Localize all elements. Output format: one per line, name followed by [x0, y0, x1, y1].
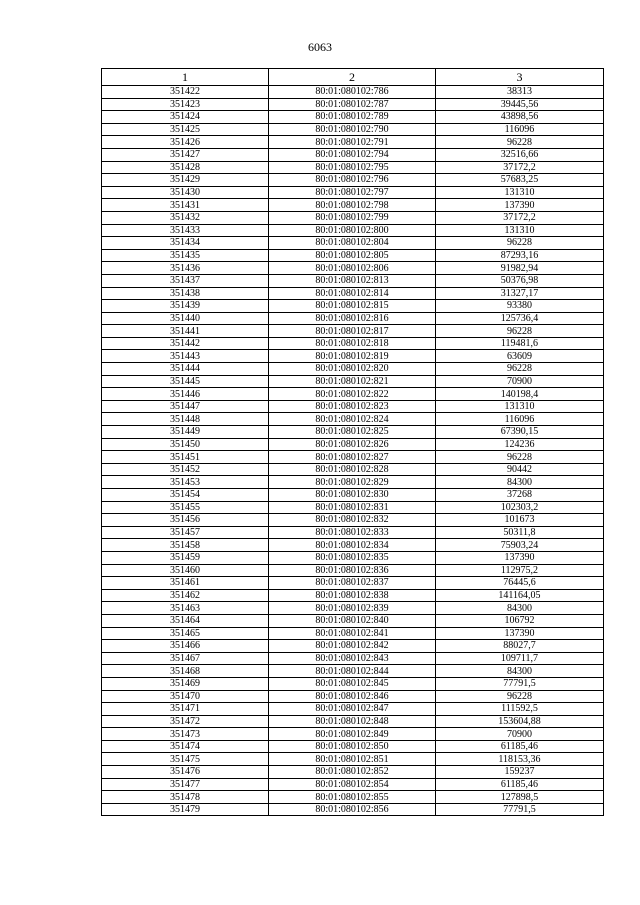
record-number-cell: 351435: [102, 249, 269, 262]
table-row: [102, 375, 604, 388]
cadastral-number-cell: 80:01:080102:852: [269, 766, 436, 779]
value-cell: 37172,2: [436, 211, 604, 224]
value-cell: 38313: [436, 86, 604, 99]
record-number-cell: 351428: [102, 161, 269, 174]
value-cell: 153604,88: [436, 715, 604, 728]
cadastral-number-cell: 80:01:080102:815: [269, 300, 436, 313]
cadastral-number-cell: 80:01:080102:797: [269, 186, 436, 199]
table-row: [102, 111, 604, 124]
table-row: [102, 627, 604, 640]
record-number-cell: 351438: [102, 287, 269, 300]
value-cell: 109711,7: [436, 652, 604, 665]
value-cell: 31327,17: [436, 287, 604, 300]
value-cell: 96228: [436, 690, 604, 703]
table-row: [102, 300, 604, 313]
cadastral-number-cell: 80:01:080102:830: [269, 489, 436, 502]
table-row: [102, 98, 604, 111]
value-cell: 137390: [436, 627, 604, 640]
value-cell: 32516,66: [436, 148, 604, 161]
cadastral-number-cell: 80:01:080102:835: [269, 551, 436, 564]
cadastral-number-cell: 80:01:080102:789: [269, 111, 436, 124]
cadastral-number-cell: 80:01:080102:834: [269, 539, 436, 552]
table-row: [102, 199, 604, 212]
value-cell: 124236: [436, 438, 604, 451]
value-cell: 39445,56: [436, 98, 604, 111]
table-row: [102, 665, 604, 678]
cadastral-number-cell: 80:01:080102:838: [269, 589, 436, 602]
record-number-cell: 351453: [102, 476, 269, 489]
cadastral-number-cell: 80:01:080102:826: [269, 438, 436, 451]
cadastral-number-cell: 80:01:080102:856: [269, 803, 436, 816]
record-number-cell: 351479: [102, 803, 269, 816]
table-row: [102, 123, 604, 136]
record-number-cell: 351450: [102, 438, 269, 451]
value-cell: 93380: [436, 300, 604, 313]
cadastral-number-cell: 80:01:080102:787: [269, 98, 436, 111]
value-cell: 50376,98: [436, 274, 604, 287]
record-number-cell: 351460: [102, 564, 269, 577]
cadastral-number-cell: 80:01:080102:821: [269, 375, 436, 388]
cadastral-number-cell: 80:01:080102:804: [269, 237, 436, 250]
cadastral-number-cell: 80:01:080102:790: [269, 123, 436, 136]
cadastral-number-cell: 80:01:080102:800: [269, 224, 436, 237]
value-cell: 106792: [436, 614, 604, 627]
record-number-cell: 351448: [102, 413, 269, 426]
table-row: [102, 602, 604, 615]
table-row: [102, 577, 604, 590]
value-cell: 140198,4: [436, 388, 604, 401]
cadastral-number-cell: 80:01:080102:814: [269, 287, 436, 300]
cadastral-number-cell: 80:01:080102:817: [269, 325, 436, 338]
value-cell: 119481,6: [436, 337, 604, 350]
record-number-cell: 351472: [102, 715, 269, 728]
record-number-cell: 351442: [102, 337, 269, 350]
table-row: [102, 753, 604, 766]
table-row: [102, 350, 604, 363]
cadastral-number-cell: 80:01:080102:843: [269, 652, 436, 665]
cadastral-number-cell: 80:01:080102:813: [269, 274, 436, 287]
record-number-cell: 351436: [102, 262, 269, 275]
record-number-cell: 351445: [102, 375, 269, 388]
record-number-cell: 351437: [102, 274, 269, 287]
record-number-cell: 351446: [102, 388, 269, 401]
cadastral-number-cell: 80:01:080102:820: [269, 363, 436, 376]
cadastral-number-cell: 80:01:080102:794: [269, 148, 436, 161]
value-cell: 125736,4: [436, 312, 604, 325]
value-cell: 131310: [436, 224, 604, 237]
value-cell: 111592,5: [436, 703, 604, 716]
value-cell: 137390: [436, 199, 604, 212]
cadastral-number-cell: 80:01:080102:796: [269, 174, 436, 187]
table-row: [102, 388, 604, 401]
record-number-cell: 351447: [102, 400, 269, 413]
cadastral-number-cell: 80:01:080102:840: [269, 614, 436, 627]
value-cell: 96228: [436, 451, 604, 464]
record-number-cell: 351456: [102, 514, 269, 527]
record-number-cell: 351470: [102, 690, 269, 703]
record-number-cell: 351422: [102, 86, 269, 99]
record-number-cell: 351461: [102, 577, 269, 590]
value-cell: 101673: [436, 514, 604, 527]
table-body: [102, 86, 604, 816]
record-number-cell: 351462: [102, 589, 269, 602]
table-row: [102, 791, 604, 804]
table-row: [102, 211, 604, 224]
cadastral-number-cell: 80:01:080102:827: [269, 451, 436, 464]
table-row: [102, 413, 604, 426]
cadastral-number-cell: 80:01:080102:823: [269, 400, 436, 413]
cadastral-number-cell: 80:01:080102:839: [269, 602, 436, 615]
cadastral-number-cell: 80:01:080102:824: [269, 413, 436, 426]
table-row: [102, 86, 604, 99]
cadastral-number-cell: 80:01:080102:836: [269, 564, 436, 577]
record-number-cell: 351452: [102, 463, 269, 476]
record-number-cell: 351449: [102, 426, 269, 439]
record-number-cell: 351427: [102, 148, 269, 161]
table-row: [102, 803, 604, 816]
record-number-cell: 351465: [102, 627, 269, 640]
record-number-cell: 351459: [102, 551, 269, 564]
record-number-cell: 351468: [102, 665, 269, 678]
record-number-cell: 351432: [102, 211, 269, 224]
column-header-3: 3: [436, 69, 604, 86]
table-row: [102, 136, 604, 149]
record-number-cell: 351463: [102, 602, 269, 615]
page-number: 6063: [308, 40, 332, 54]
record-number-cell: 351455: [102, 501, 269, 514]
table-row: [102, 363, 604, 376]
record-number-cell: 351429: [102, 174, 269, 187]
table-row: [102, 400, 604, 413]
record-number-cell: 351474: [102, 740, 269, 753]
table-row: [102, 614, 604, 627]
record-number-cell: 351457: [102, 526, 269, 539]
value-cell: 96228: [436, 136, 604, 149]
value-cell: 84300: [436, 602, 604, 615]
record-number-cell: 351443: [102, 350, 269, 363]
value-cell: 77791,5: [436, 677, 604, 690]
column-header-2: 2: [269, 69, 436, 86]
table-row: [102, 677, 604, 690]
cadastral-number-cell: 80:01:080102:829: [269, 476, 436, 489]
value-cell: 116096: [436, 413, 604, 426]
record-number-cell: 351425: [102, 123, 269, 136]
table-row: [102, 463, 604, 476]
table-row: [102, 438, 604, 451]
record-number-cell: 351433: [102, 224, 269, 237]
table-row: [102, 728, 604, 741]
table-row: [102, 325, 604, 338]
value-cell: 96228: [436, 363, 604, 376]
value-cell: 84300: [436, 665, 604, 678]
table-row: [102, 740, 604, 753]
table-row: [102, 766, 604, 779]
cadastral-number-cell: 80:01:080102:842: [269, 640, 436, 653]
cadastral-number-cell: 80:01:080102:825: [269, 426, 436, 439]
table-row: [102, 274, 604, 287]
table-row: [102, 174, 604, 187]
cadastral-number-cell: 80:01:080102:806: [269, 262, 436, 275]
value-cell: 116096: [436, 123, 604, 136]
record-number-cell: 351451: [102, 451, 269, 464]
value-cell: 90442: [436, 463, 604, 476]
value-cell: 84300: [436, 476, 604, 489]
table-row: [102, 148, 604, 161]
table-row: [102, 224, 604, 237]
table-row: [102, 426, 604, 439]
value-cell: 70900: [436, 375, 604, 388]
cadastral-number-cell: 80:01:080102:850: [269, 740, 436, 753]
record-number-cell: 351464: [102, 614, 269, 627]
record-number-cell: 351424: [102, 111, 269, 124]
cadastral-number-cell: 80:01:080102:849: [269, 728, 436, 741]
value-cell: 61185,46: [436, 740, 604, 753]
table-row: [102, 287, 604, 300]
record-number-cell: 351478: [102, 791, 269, 804]
cadastral-number-cell: 80:01:080102:855: [269, 791, 436, 804]
cadastral-number-cell: 80:01:080102:845: [269, 677, 436, 690]
cadastral-number-cell: 80:01:080102:828: [269, 463, 436, 476]
record-number-cell: 351476: [102, 766, 269, 779]
value-cell: 88027,7: [436, 640, 604, 653]
header-row: [102, 69, 604, 86]
record-number-cell: 351477: [102, 778, 269, 791]
value-cell: 70900: [436, 728, 604, 741]
value-cell: 118153,36: [436, 753, 604, 766]
record-number-cell: 351444: [102, 363, 269, 376]
record-number-cell: 351431: [102, 199, 269, 212]
record-number-cell: 351469: [102, 677, 269, 690]
cadastral-number-cell: 80:01:080102:841: [269, 627, 436, 640]
cadastral-number-cell: 80:01:080102:831: [269, 501, 436, 514]
table-row: [102, 715, 604, 728]
table-row: [102, 501, 604, 514]
table-row: [102, 778, 604, 791]
table-row: [102, 640, 604, 653]
cadastral-number-cell: 80:01:080102:847: [269, 703, 436, 716]
table-row: [102, 589, 604, 602]
table-row: [102, 551, 604, 564]
value-cell: 137390: [436, 551, 604, 564]
value-cell: 96228: [436, 237, 604, 250]
table-row: [102, 526, 604, 539]
value-cell: 67390,15: [436, 426, 604, 439]
value-cell: 37268: [436, 489, 604, 502]
value-cell: 50311,8: [436, 526, 604, 539]
data-table: [101, 68, 604, 816]
value-cell: 96228: [436, 325, 604, 338]
cadastral-number-cell: 80:01:080102:848: [269, 715, 436, 728]
cadastral-number-cell: 80:01:080102:819: [269, 350, 436, 363]
table-row: [102, 249, 604, 262]
record-number-cell: 351441: [102, 325, 269, 338]
column-header-1: 1: [102, 69, 269, 86]
value-cell: 159237: [436, 766, 604, 779]
table-row: [102, 564, 604, 577]
table-row: [102, 514, 604, 527]
table-row: [102, 652, 604, 665]
value-cell: 61185,46: [436, 778, 604, 791]
table-row: [102, 451, 604, 464]
cadastral-number-cell: 80:01:080102:846: [269, 690, 436, 703]
cadastral-number-cell: 80:01:080102:791: [269, 136, 436, 149]
record-number-cell: 351423: [102, 98, 269, 111]
value-cell: 37172,2: [436, 161, 604, 174]
record-number-cell: 351434: [102, 237, 269, 250]
record-number-cell: 351426: [102, 136, 269, 149]
record-number-cell: 351471: [102, 703, 269, 716]
record-number-cell: 351473: [102, 728, 269, 741]
record-number-cell: 351430: [102, 186, 269, 199]
value-cell: 76445,6: [436, 577, 604, 590]
table-row: [102, 489, 604, 502]
value-cell: 91982,94: [436, 262, 604, 275]
cadastral-number-cell: 80:01:080102:833: [269, 526, 436, 539]
table-row: [102, 161, 604, 174]
cadastral-number-cell: 80:01:080102:822: [269, 388, 436, 401]
cadastral-number-cell: 80:01:080102:798: [269, 199, 436, 212]
value-cell: 131310: [436, 186, 604, 199]
table-row: [102, 690, 604, 703]
value-cell: 77791,5: [436, 803, 604, 816]
cadastral-number-cell: 80:01:080102:816: [269, 312, 436, 325]
table-row: [102, 237, 604, 250]
cadastral-number-cell: 80:01:080102:799: [269, 211, 436, 224]
value-cell: 102303,2: [436, 501, 604, 514]
value-cell: 87293,16: [436, 249, 604, 262]
record-number-cell: 351467: [102, 652, 269, 665]
cadastral-number-cell: 80:01:080102:851: [269, 753, 436, 766]
value-cell: 127898,5: [436, 791, 604, 804]
table-row: [102, 186, 604, 199]
cadastral-number-cell: 80:01:080102:795: [269, 161, 436, 174]
table-row: [102, 312, 604, 325]
record-number-cell: 351454: [102, 489, 269, 502]
value-cell: 57683,25: [436, 174, 604, 187]
cadastral-number-cell: 80:01:080102:832: [269, 514, 436, 527]
record-number-cell: 351440: [102, 312, 269, 325]
table-row: [102, 337, 604, 350]
cadastral-number-cell: 80:01:080102:805: [269, 249, 436, 262]
cadastral-number-cell: 80:01:080102:837: [269, 577, 436, 590]
value-cell: 131310: [436, 400, 604, 413]
cadastral-number-cell: 80:01:080102:844: [269, 665, 436, 678]
record-number-cell: 351466: [102, 640, 269, 653]
record-number-cell: 351458: [102, 539, 269, 552]
record-number-cell: 351439: [102, 300, 269, 313]
table-header: [102, 69, 604, 86]
table-row: [102, 476, 604, 489]
table-row: [102, 539, 604, 552]
value-cell: 141164,05: [436, 589, 604, 602]
value-cell: 63609: [436, 350, 604, 363]
cadastral-number-cell: 80:01:080102:854: [269, 778, 436, 791]
value-cell: 43898,56: [436, 111, 604, 124]
cadastral-number-cell: 80:01:080102:786: [269, 86, 436, 99]
table-row: [102, 262, 604, 275]
cadastral-number-cell: 80:01:080102:818: [269, 337, 436, 350]
value-cell: 75903,24: [436, 539, 604, 552]
table-row: [102, 703, 604, 716]
record-number-cell: 351475: [102, 753, 269, 766]
value-cell: 112975,2: [436, 564, 604, 577]
